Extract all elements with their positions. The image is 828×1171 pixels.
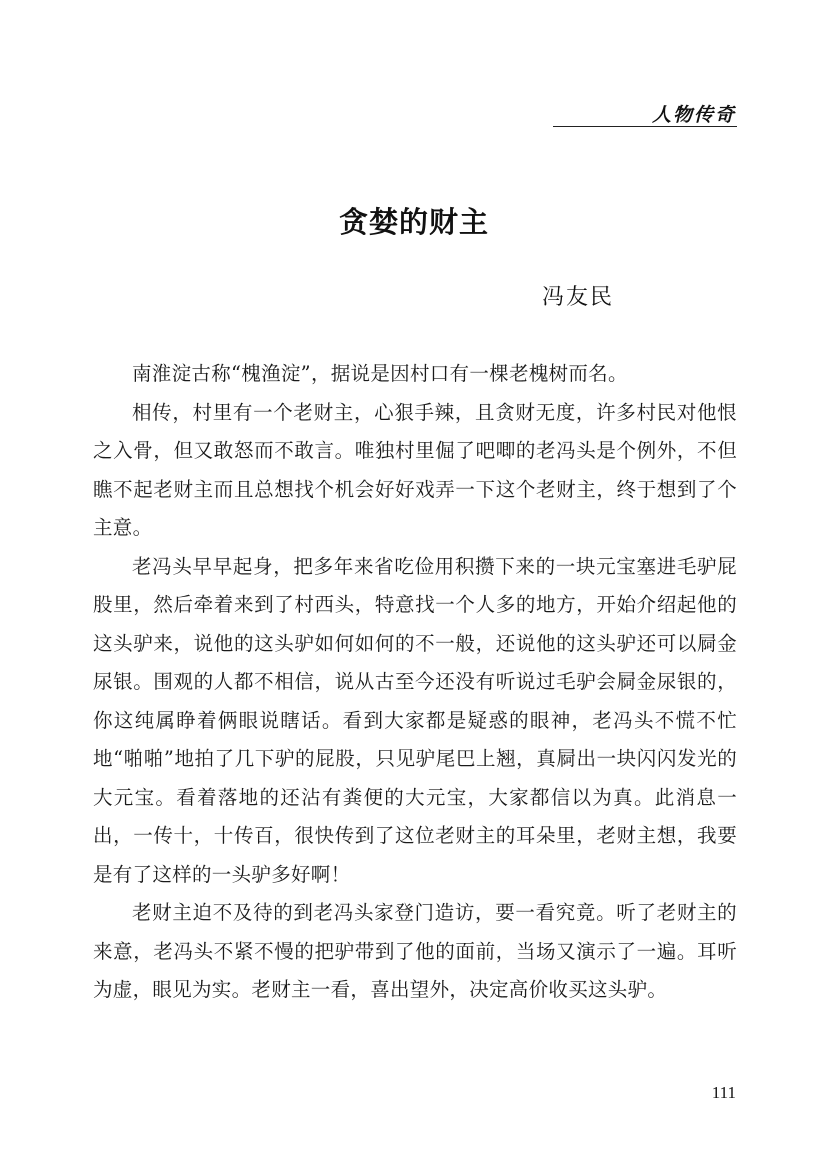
article-author: 冯友民 xyxy=(542,285,615,310)
article-body xyxy=(93,355,737,1010)
paragraph: 相传，村里有一个老财主，心狠手辣，且贪财无度，许多村民对他恨之入骨，但又敢怒而不敢言。唯独村里倔了吧唧的老冯头是个例外，不但瞧不起老财主而且总想找个机会好好戏弄一下这个老财主，终于想到了个主意。 xyxy=(93,400,737,539)
paragraph: 老财主迫不及待的到老冯头家登门造访，要一看究竟。听了老财主的来意，老冯头不紧不慢的把驴带到了他的面前，当场又演示了一遍。耳听为虚，眼见为实。老财主一看，喜出望外，决定高价收买这头驴。 xyxy=(93,901,737,1001)
paragraph: 老冯头早早起身，把多年来省吃俭用积攒下来的一块元宝塞进毛驴屁股里，然后牵着来到了村西头，特意找一个人多的地方，开始介绍起他的这头驴来，说他的这头驴如何如何的不一般，还说他的这头驴还可以屙金尿银。围观的人都不相信，说从古至今还没有听说过毛驴会屙金尿银的，你这纯属睁着俩眼说瞎话。看到大家都是疑惑的眼神，老冯头不慌不忙地“啪啪”地拍了几下驴的屁股，只见驴尾巴上翘，真屙出一块闪闪发光的大元宝。看着落地的还沾有粪便的大元宝，大家都信以为真。此消息一出，一传十，十传百，很快传到了这位老财主的耳朵里，老财主想，我要是有了这样的一头驴多好啊！ xyxy=(93,554,737,886)
article-title: 贪婪的财主 xyxy=(338,205,489,239)
header-rule xyxy=(553,126,737,127)
paragraph: 南淮淀古称“槐渔淀”，据说是因村口有一棵老槐树而名。 xyxy=(132,362,628,385)
section-label: 人物传奇 xyxy=(651,104,736,126)
page-number: 111 xyxy=(711,1083,736,1102)
